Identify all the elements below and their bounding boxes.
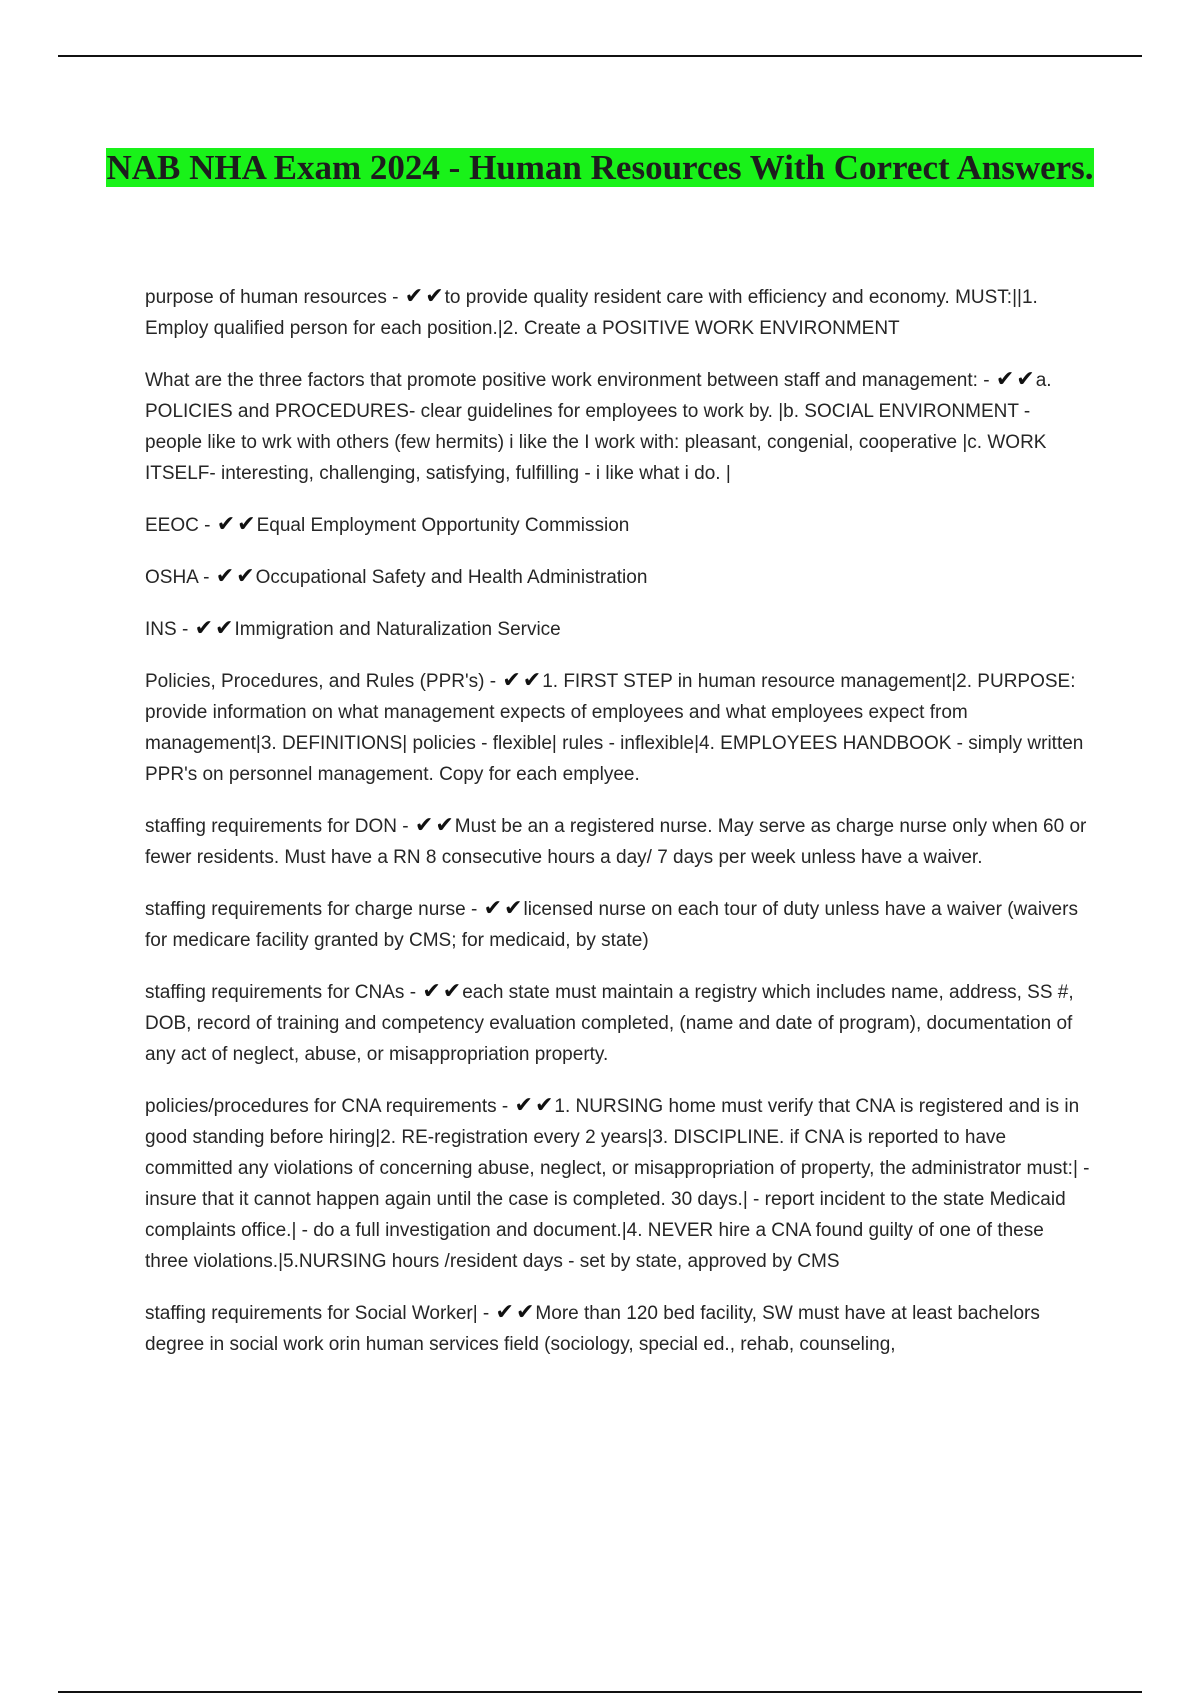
qa-term: staffing requirements for Social Worker| - [145,1303,490,1324]
qa-answer: More than 120 bed facility, SW must have at least bachelors degree in social work orin human services field (sociology, special ed., rehab, counseling, [145,1303,1040,1355]
checkmarks [404,284,445,309]
qa-answer: to provide quality resident care with efficiency and economy. MUST:||1. Employ qualified person for each position.|2. Create a POSITIVE WORK ENVIRONMENT [145,287,1038,339]
qa-term: staffing requirements for CNAs - [145,982,417,1003]
checkmark-icon: ✔ [236,564,255,589]
top-rule [58,55,1142,57]
checkmark-icon: ✔ [495,1300,514,1325]
document-title: NAB NHA Exam 2024 - Human Resources With Correct Answers. [106,148,1094,187]
checkmark-icon: ✔ [515,1300,535,1325]
qa-answer: 1. NURSING home must verify that CNA is registered and is in good standing before hiring|2. RE-registration every 2 years|3. DISCIPLINE. if CNA is reported to have committed any violations of concerning abuse, neglect, or misappropriation of property, the administrator must:| - insure that it cannot happen again until the case is completed. 30 days.| - report incident to the state Medicaid complaints office.| - do a full investigation and document.|4. NEVER hire a CNA found guilty of one of these three violations.|5.NURSING hours /resident days - set by state, approved by CMS [145,1096,1090,1272]
checkmark-icon: ✔ [442,979,462,1004]
checkmark-icon: ✔ [514,1093,533,1118]
qa-entry [145,1298,1090,1360]
qa-term: EEOC - [145,515,211,536]
qa-term: Policies, Procedures, and Rules (PPR's) - [145,671,497,692]
checkmarks [483,896,524,921]
checkmarks [215,564,256,589]
qa-entry [145,666,1090,790]
checkmarks [194,616,235,641]
qa-term: INS - [145,619,189,640]
qa-answer: Immigration and Naturalization Service [234,619,561,640]
checkmark-icon: ✔ [215,564,235,589]
qa-entry [145,365,1090,489]
qa-entry [145,614,1090,645]
checkmarks [421,979,462,1004]
checkmark-icon: ✔ [1016,367,1035,392]
qa-entry [145,894,1090,956]
checkmarks [495,1300,536,1325]
qa-answer: Occupational Safety and Health Administration [255,567,648,588]
qa-entry [145,811,1090,873]
checkmark-icon: ✔ [237,512,256,537]
qa-answer: each state must maintain a registry which includes name, address, SS #, DOB, record of training and competency evaluation completed, (name and date of program), documentation of any act of neglect, abuse, or misappropriation property. [145,982,1074,1065]
qa-answer: 1. FIRST STEP in human resource management|2. PURPOSE: provide information on what management expects of employees and what employees expect from management|3. DEFINITIONS| policies - flexible| rules - inflexible|4. EMPLOYEES HANDBOOK - simply written PPR's on personnel management. Copy for each emplyee. [145,671,1084,785]
checkmark-icon: ✔ [404,284,424,309]
qa-entry [145,562,1090,593]
qa-answer: Must be an a registered nurse. May serve as charge nurse only when 60 or fewer residents. Must have a RN 8 consecutive hours a day/ 7 days per week unless have a waiver. [145,816,1087,868]
qa-term: staffing requirements for charge nurse - [145,899,478,920]
checkmarks [995,367,1036,392]
qa-term: policies/procedures for CNA requirements - [145,1096,509,1117]
checkmark-icon: ✔ [483,896,503,921]
qa-answer: a. POLICIES and PROCEDURES- clear guidelines for employees to work by. |b. SOCIAL ENVIRONMENT - people like to wrk with others (few hermits) i like the I work with: pleasant, congenial, cooperative |c. WORK ITSELF- interesting, challenging, satisfying, fulfilling - i like what i do. | [145,370,1052,484]
checkmark-icon: ✔ [504,896,523,921]
bottom-rule [58,1691,1142,1693]
checkmarks [216,512,257,537]
title-block [100,147,1100,189]
qa-term: OSHA - [145,567,210,588]
qa-list [145,282,1090,1381]
qa-entry [145,977,1090,1070]
checkmarks [414,813,455,838]
checkmark-icon: ✔ [215,616,234,641]
checkmark-icon: ✔ [414,813,434,838]
checkmark-icon: ✔ [422,979,441,1004]
checkmarks [514,1093,555,1118]
qa-answer: Equal Employment Opportunity Commission [256,515,630,536]
checkmark-icon: ✔ [425,284,444,309]
qa-term: purpose of human resources - [145,287,399,308]
checkmark-icon: ✔ [194,616,213,641]
qa-term: staffing requirements for DON - [145,816,409,837]
checkmark-icon: ✔ [502,668,521,693]
qa-term: What are the three factors that promote positive work environment between staff and management: - [145,370,990,391]
qa-entry [145,1091,1090,1277]
qa-answer: licensed nurse on each tour of duty unless have a waiver (waivers for medicare facility granted by CMS; for medicaid, by state) [145,899,1078,951]
checkmark-icon: ✔ [995,367,1015,392]
checkmark-icon: ✔ [435,813,454,838]
checkmark-icon: ✔ [534,1093,554,1118]
checkmark-icon: ✔ [522,668,542,693]
checkmark-icon: ✔ [216,512,236,537]
checkmarks [501,668,542,693]
qa-entry [145,510,1090,541]
qa-entry [145,282,1090,344]
